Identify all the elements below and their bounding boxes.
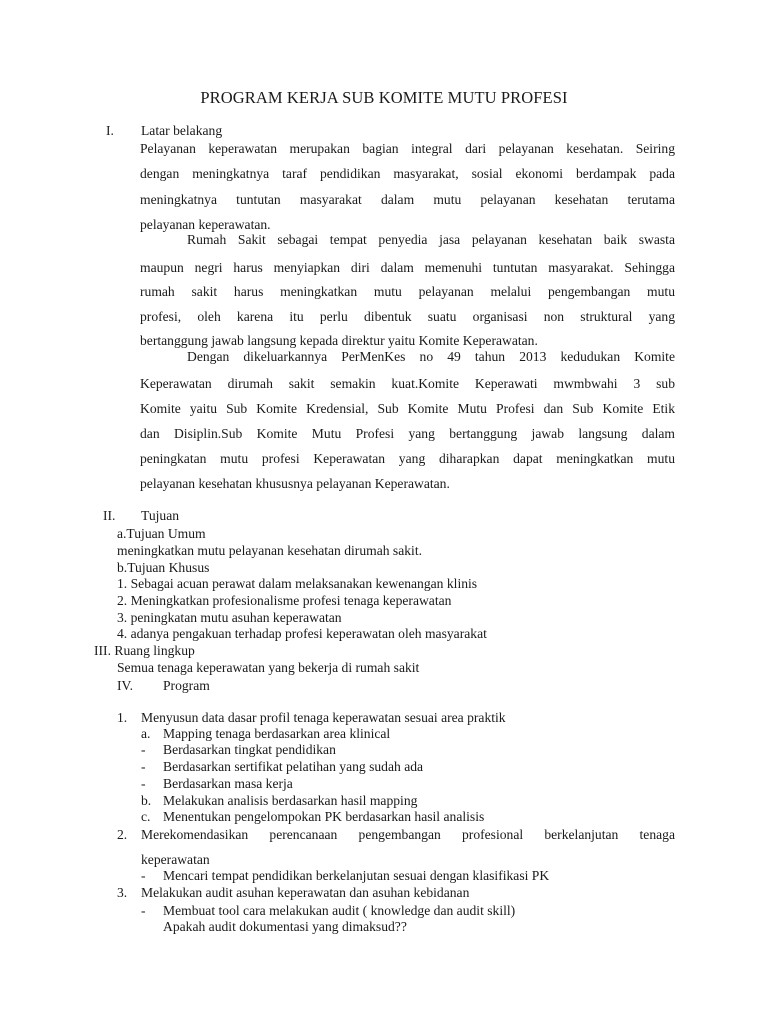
program-sub-text: Membuat tool cara melakukan audit ( knowledge dan audit skill) bbox=[163, 903, 516, 918]
section1-p3-line2: Keperawatan dirumah sakit semakin kuat.Komite Keperawati mwmbwahi 3 sub bbox=[140, 376, 675, 391]
program-sub-text: Berdasarkan sertifikat pelatihan yang sudah ada bbox=[163, 759, 424, 774]
program-item-text: Menyusun data dasar profil tenaga keperawatan sesuai area praktik bbox=[141, 710, 506, 725]
section1-p3-line4: dan Disiplin.Sub Komite Mutu Profesi yang bertanggung jawab langsung dalam bbox=[140, 426, 675, 441]
program-sub-mark: b. bbox=[141, 793, 152, 808]
program-sub-text: Mapping tenaga berdasarkan area klinical bbox=[163, 726, 391, 741]
section1-p1-line3: meningkatnya tuntutan masyarakat dalam mutu pelayanan kesehatan terutama bbox=[140, 192, 675, 207]
section1-p3-line6: pelayanan kesehatan khususnya pelayanan Keperawatan. bbox=[140, 476, 450, 491]
tujuan-khusus-item: 3. peningkatan mutu asuhan keperawatan bbox=[117, 610, 342, 625]
section1-p3-line1: Dengan dikeluarkannya PerMenKes no 49 tahun 2013 kedudukan Komite bbox=[187, 349, 675, 364]
program-item-number: 2. bbox=[117, 827, 128, 842]
section1-p2-line3: rumah sakit harus meningkatkan mutu pelayanan melalui pengembangan mutu bbox=[140, 284, 675, 299]
program-sub-mark: - bbox=[141, 776, 146, 791]
tujuan-khusus-item: 4. adanya pengakuan terhadap profesi keperawatan oleh masyarakat bbox=[117, 626, 487, 641]
section1-p2-line1: Rumah Sakit sebagai tempat penyedia jasa pelayanan kesehatan baik swasta bbox=[187, 232, 675, 247]
section1-p2-line5: bertanggung jawab langsung kepada direktur yaitu Komite Keperawatan. bbox=[140, 333, 538, 348]
section4-heading: Program bbox=[163, 678, 210, 693]
tujuan-khusus-heading: b.Tujuan Khusus bbox=[117, 560, 210, 575]
section2-numeral: II. bbox=[103, 508, 116, 523]
program-sub-mark: - bbox=[141, 903, 146, 918]
program-sub-text: Menentukan pengelompokan PK berdasarkan hasil analisis bbox=[163, 809, 485, 824]
program-sub-mark: - bbox=[141, 868, 146, 883]
program-sub-tail: Apakah audit dokumentasi yang dimaksud?? bbox=[163, 919, 407, 934]
program-sub-mark: c. bbox=[141, 809, 151, 824]
tujuan-umum-text: meningkatkan mutu pelayanan kesehatan dirumah sakit. bbox=[117, 543, 423, 558]
section1-p2-line2: maupun negri harus menyiapkan diri dalam memenuhi tuntutan masyarakat. Sehingga bbox=[140, 260, 675, 275]
document-title: PROGRAM KERJA SUB KOMITE MUTU PROFESI bbox=[200, 88, 568, 107]
tujuan-umum-heading: a.Tujuan Umum bbox=[117, 526, 206, 541]
section1-numeral: I. bbox=[106, 123, 114, 138]
section1-p1-line4: pelayanan keperawatan. bbox=[140, 217, 271, 232]
section3-heading: III. Ruang lingkup bbox=[94, 643, 195, 658]
program-sub-mark: a. bbox=[141, 726, 151, 741]
program-item-number: 1. bbox=[117, 710, 128, 725]
program-sub-mark: - bbox=[141, 759, 146, 774]
section1-p3-line3: Komite yaitu Sub Komite Kredensial, Sub Komite Mutu Profesi dan Sub Komite Etik bbox=[140, 401, 675, 416]
program-sub-text: Melakukan analisis berdasarkan hasil mapping bbox=[163, 793, 418, 808]
section1-p3-line5: peningkatan mutu profesi Keperawatan yang diharapkan dapat meningkatkan mutu bbox=[140, 451, 675, 466]
program-sub-text: Berdasarkan tingkat pendidikan bbox=[163, 742, 336, 757]
section1-heading: Latar belakang bbox=[141, 123, 223, 138]
section1-p1-line1: Pelayanan keperawatan merupakan bagian integral dari pelayanan kesehatan. Seiring bbox=[140, 141, 675, 156]
program-sub-text: Mencari tempat pendidikan berkelanjutan sesuai dengan klasifikasi PK bbox=[163, 868, 550, 883]
tujuan-khusus-item: 1. Sebagai acuan perawat dalam melaksanakan kewenangan klinis bbox=[117, 576, 478, 591]
program-item-text-cont: keperawatan bbox=[141, 852, 210, 867]
section3-text: Semua tenaga keperawatan yang bekerja di rumah sakit bbox=[117, 660, 420, 675]
program-sub-mark: - bbox=[141, 742, 146, 757]
tujuan-khusus-item: 2. Meningkatkan profesionalisme profesi tenaga keperawatan bbox=[117, 593, 452, 608]
program-item-text: Melakukan audit asuhan keperawatan dan asuhan kebidanan bbox=[141, 885, 470, 900]
section4-numeral: IV. bbox=[117, 678, 133, 693]
section2-heading: Tujuan bbox=[141, 508, 180, 523]
program-item-number: 3. bbox=[117, 885, 128, 900]
program-sub-text: Berdasarkan masa kerja bbox=[163, 776, 293, 791]
program-item-text: Merekomendasikan perencanaan pengembangan profesional berkelanjutan tenaga bbox=[141, 827, 675, 842]
section1-p2-line4: profesi, oleh karena itu perlu dibentuk suatu organisasi non struktural yang bbox=[140, 309, 675, 324]
section1-p1-line2: dengan meningkatnya taraf pendidikan masyarakat, sosial ekonomi berdampak pada bbox=[140, 166, 675, 181]
